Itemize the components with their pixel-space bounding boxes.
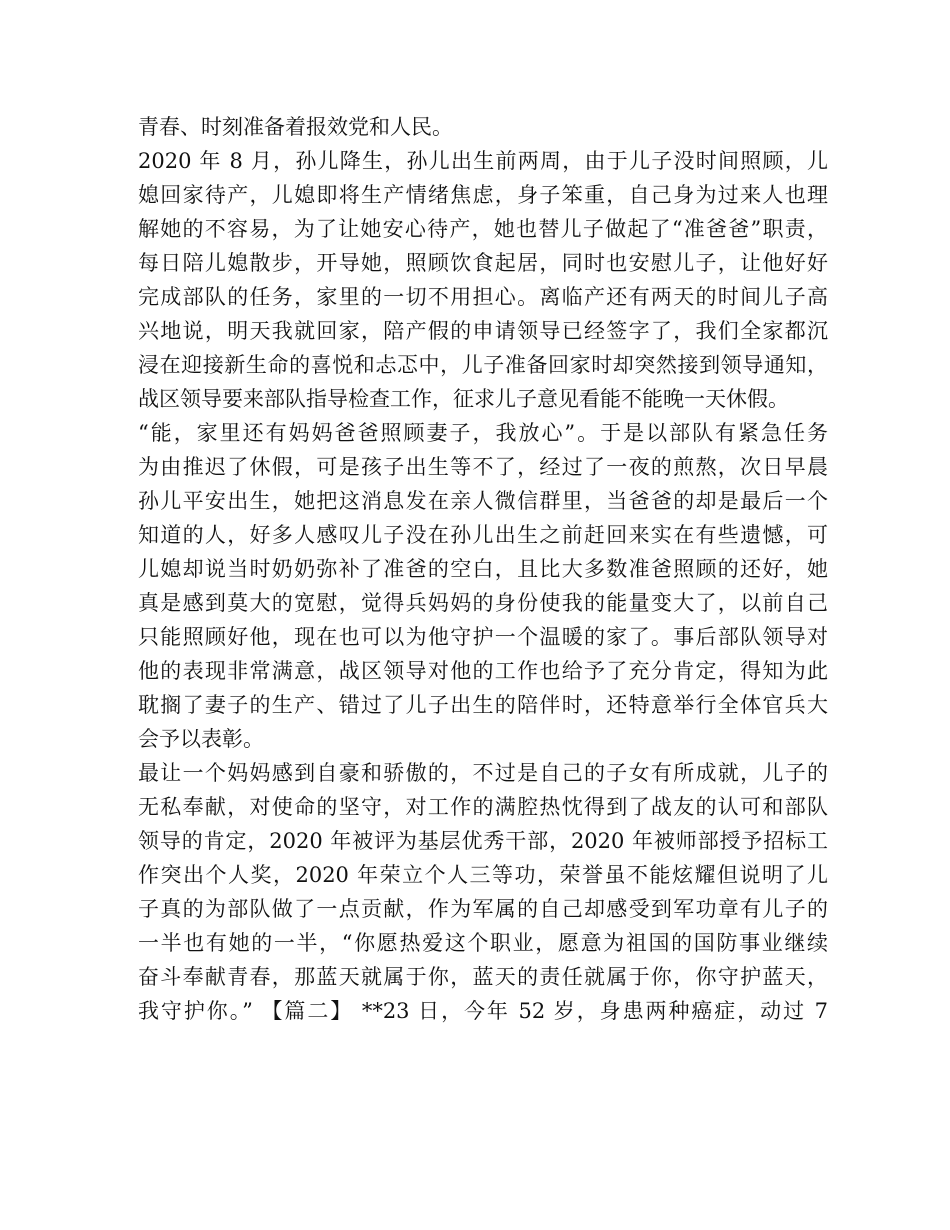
text-line: 战区领导要来部队指导检查工作，征求儿子意见看能不能晚一天休假。 <box>138 387 789 411</box>
text-line: 作突出个人奖，2020 年荣立个人三等功，荣誉虽不能炫耀但说明了儿 <box>138 863 828 887</box>
text-line: 每日陪儿媳散步，开导她，照顾饮食起居，同时也安慰儿子，让他好好 <box>138 251 828 275</box>
text-line: 解她的不容易，为了让她安心待产，她也替儿子做起了“准爸爸”职责， <box>138 217 828 241</box>
text-line: 只能照顾好他，现在也可以为他守护一个温暖的家了。事后部队领导对 <box>138 625 828 649</box>
text-line: 兴地说，明天我就回家，陪产假的申请领导已经签字了，我们全家都沉 <box>138 319 828 343</box>
text-line: 为由推迟了休假，可是孩子出生等不了，经过了一夜的煎熬，次日早晨 <box>138 455 828 479</box>
body-text <box>138 110 828 1028</box>
text-line: 青春、时刻准备着报效党和人民。 <box>138 115 453 139</box>
text-line: 我守护你。” 【篇二】 **23 日，今年 52 岁，身患两种癌症，动过 7 <box>138 999 828 1023</box>
text-line: 会予以表彰。 <box>138 727 264 751</box>
text-line: 最让一个妈妈感到自豪和骄傲的，不过是自己的子女有所成就，儿子的 <box>138 761 828 785</box>
text-line: 完成部队的任务，家里的一切不用担心。离临产还有两天的时间儿子高 <box>138 285 828 309</box>
text-line: 耽搁了妻子的生产、错过了儿子出生的陪伴时，还特意举行全体官兵大 <box>138 693 828 717</box>
text-line: 无私奉献，对使命的坚守，对工作的满腔热忱得到了战友的认可和部队 <box>138 795 828 819</box>
text-line: 孙儿平安出生，她把这消息发在亲人微信群里，当爸爸的却是最后一个 <box>138 489 828 513</box>
text-line: 知道的人，好多人感叹儿子没在孙儿出生之前赶回来实在有些遗憾，可 <box>138 523 828 547</box>
text-line: 他的表现非常满意，战区领导对他的工作也给予了充分肯定，得知为此 <box>138 659 828 683</box>
text-line: 真是感到莫大的宽慰，觉得兵妈妈的身份使我的能量变大了，以前自己 <box>138 591 828 615</box>
text-line: 儿媳却说当时奶奶弥补了准爸的空白，且比大多数准爸照顾的还好，她 <box>138 557 828 581</box>
text-line: 领导的肯定，2020 年被评为基层优秀干部，2020 年被师部授予招标工 <box>138 829 828 853</box>
text-line: “能，家里还有妈妈爸爸照顾妻子，我放心”。于是以部队有紧急任务 <box>138 421 828 445</box>
text-line: 奋斗奉献青春，那蓝天就属于你，蓝天的责任就属于你，你守护蓝天， <box>138 965 828 989</box>
text-line: 媳回家待产，儿媳即将生产情绪焦虑，身子笨重，自己身为过来人也理 <box>138 183 828 207</box>
text-line: 一半也有她的一半，“你愿热爱这个职业，愿意为祖国的国防事业继续 <box>138 931 828 955</box>
text-line: 浸在迎接新生命的喜悦和忐忑中，儿子准备回家时却突然接到领导通知， <box>138 353 828 377</box>
text-line: 子真的为部队做了一点贡献，作为军属的自己却感受到军功章有儿子的 <box>138 897 828 921</box>
text-line: 2020 年 8 月，孙儿降生，孙儿出生前两周，由于儿子没时间照顾，儿 <box>138 149 828 173</box>
